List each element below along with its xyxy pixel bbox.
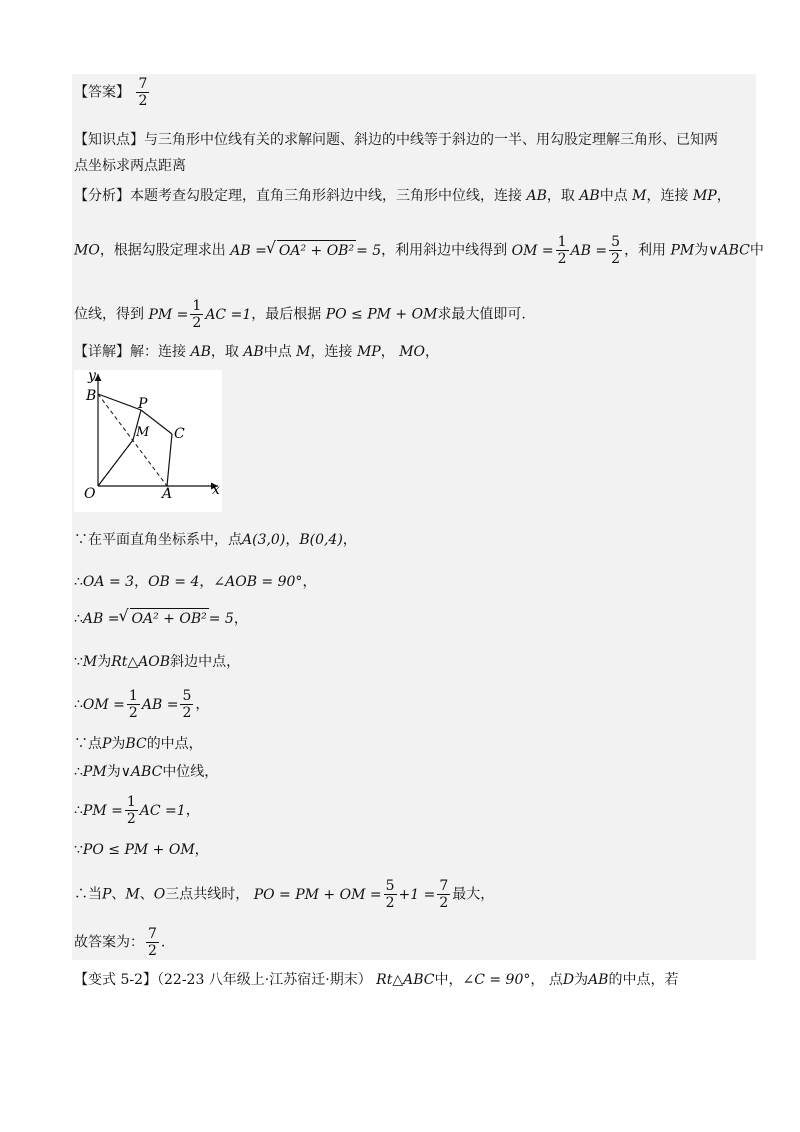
- label-a: A: [162, 486, 173, 502]
- om-equation: OM = $\frac{1}{2}$ AB = $\frac{5}{2}$: [511, 234, 621, 267]
- label-y: y: [88, 370, 96, 384]
- segment-ca: [167, 434, 172, 486]
- step-7: ∴PM为∨ABC中位线，: [74, 764, 219, 780]
- analysis-line-2: MO，根据勾股定理求出 AB =√ OA² + OB² = 5，利用斜边中线得到 OM = $\frac{1}{2}$ AB = $\frac{5}{2}$ ，利用 PM为∨ABC中: [74, 234, 764, 267]
- step-4: ∵M为Rt△AOB斜边中点，: [74, 654, 241, 670]
- step-11: 故答案为： $\frac{7}{2}$ .: [74, 926, 166, 959]
- step-9: ∵PO ≤ PM + OM，: [74, 842, 209, 858]
- label-m: M: [136, 425, 150, 440]
- geometry-figure: [74, 370, 222, 512]
- answer-fraction: $\frac{7}{2}$: [138, 76, 148, 109]
- label-x: x: [212, 482, 220, 498]
- next-problem-tag: 【变式 5-2】: [74, 972, 157, 988]
- label-b: B: [86, 388, 97, 404]
- detail-line: 【详解】解：连接 AB，取 AB中点 M，连接 MP， MO，: [74, 344, 439, 360]
- knowledge-line-2: 点坐标求两点距离: [74, 158, 186, 174]
- label-o: O: [84, 486, 96, 502]
- pm-equation: PM = $\frac{1}{2}$ AC =1: [148, 298, 252, 331]
- step-10: ∴当P、M、O三点共线时， PO = PM + OM = $\frac{5}{2}$ +1 = $\frac{7}{2}$ 最大，: [74, 878, 495, 911]
- detail-tag: 【详解】: [74, 344, 130, 360]
- step-8: ∴PM = $\frac{1}{2}$ AC =1，: [74, 794, 200, 827]
- ab-equation: AB =√ OA² + OB² = 5: [230, 243, 381, 259]
- coordinate-diagram: [74, 370, 222, 512]
- step-2: ∴OA = 3，OB = 4，∠AOB = 90°，: [74, 574, 317, 590]
- segment-mo: [98, 440, 133, 486]
- step-1: ∵在平面直角坐标系中，点A(3,0)，B(0,4)，: [74, 532, 357, 548]
- analysis-line-1: 【分析】本题考查勾股定理，直角三角形斜边中线，三角形中位线，连接 AB，取 AB中点 M，连接 MP，: [74, 188, 731, 204]
- solution-panel: [72, 74, 756, 960]
- analysis-tag: 【分析】: [74, 188, 130, 204]
- label-c: C: [174, 426, 185, 442]
- label-p: P: [138, 396, 148, 412]
- answer-tag: 【答案】: [74, 84, 130, 101]
- next-problem-line: 【变式 5-2】（22-23 八年级上·江苏宿迁·期末） Rt△ABC中，∠C = 90°， 点D为AB的中点，若: [74, 972, 679, 988]
- step-6: ∵点P为BC的中点，: [74, 736, 203, 752]
- knowledge-tag: 【知识点】: [74, 132, 144, 148]
- step-3: ∴AB =√ OA² + OB² = 5，: [74, 608, 248, 629]
- step-5: ∴OM = $\frac{1}{2}$ AB = $\frac{5}{2}$ ，: [74, 688, 210, 721]
- knowledge-line-1: 【知识点】与三角形中位线有关的求解问题、斜边的中线等于斜边的一半、用勾股定理解三角形、已知两: [74, 132, 718, 148]
- analysis-line-3: 位线，得到 PM = $\frac{1}{2}$ AC =1，最后根据 PO ≤ PM + OM求最大值即可.: [74, 298, 526, 331]
- answer-line: [74, 76, 151, 109]
